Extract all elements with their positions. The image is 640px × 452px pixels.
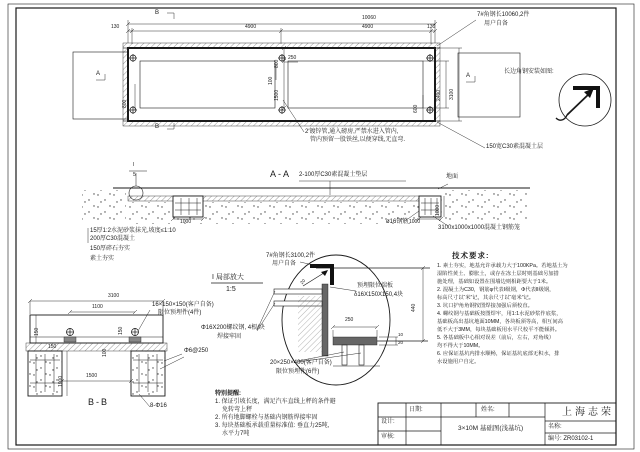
lbl-det-base1: 20×250×400(客户自备): [270, 360, 332, 366]
lbl-plan-d_130l: 130: [111, 24, 120, 30]
bb-plate-right: [129, 337, 141, 342]
lbl-aa-ground: 地面: [446, 174, 459, 180]
lbl-plan-a_right: A: [466, 73, 471, 79]
install-detail-circle: [556, 74, 611, 126]
lbl-plan-install_note: 长边角钢安装如图:: [504, 69, 554, 75]
lbl-tb-company: 上海志荣: [562, 407, 614, 418]
lbl-aa-layer1: 15厚1:2水泥砂浆抹光,坡度≤1:10: [90, 228, 176, 234]
lbl-det-title: I 局部放大: [212, 274, 244, 281]
lbl-plan-d_3100: 3100: [449, 88, 455, 100]
lbl-bb-plate2: 限位预埋件(4件): [158, 310, 202, 316]
lbl-det-rod2: 焊接牢固: [217, 334, 242, 340]
lbl-bb-d1500: 1500: [86, 373, 98, 379]
plan-view: [73, 13, 611, 148]
lbl-plan-d_800l: 800: [122, 99, 128, 108]
lbl-bb-d150b: 150: [118, 326, 124, 335]
lbl-bb-d150c: 150: [48, 344, 57, 350]
lbl-det-d440: 440: [411, 303, 417, 312]
lbl-bb-rebar: 8-Φ16: [150, 403, 167, 409]
lbl-tech-title: 技术要求:: [452, 251, 490, 260]
lbl-det-rod1: Φ16X200螺纹钢, 4根/块: [201, 325, 265, 331]
lbl-det-scale: 1:5: [226, 286, 236, 293]
lbl-plan-d_800t: 800: [274, 59, 280, 68]
lbl-tb-dtitle: 3×10M 基础图(浅基坑): [458, 425, 524, 432]
lbl-notes-lines-3: 3. 每块基础板承载重量标准值: 垂直力25吨,: [215, 423, 330, 429]
bb-pit-left: [28, 351, 62, 396]
lbl-plan-d_4900r: 4900: [362, 24, 374, 30]
lbl-tb-date: 日期:: [409, 407, 423, 413]
lbl-tech-lines-3: 2. 混凝土为C30，钢筋φ代表Ⅰ级钢，Φ代表Ⅱ级钢，: [437, 287, 555, 293]
lbl-plan-d_4900l: 4900: [245, 24, 257, 30]
bb-pit-right: [131, 351, 165, 396]
lbl-plan-callout_angle2: 用户自备: [484, 21, 509, 27]
pit-left: [173, 196, 203, 217]
rod-1: [274, 289, 322, 294]
lbl-aa-pit1_w: 1000: [180, 219, 192, 225]
lbl-bb-d1000: 1000: [58, 375, 64, 387]
lbl-tech-lines-5: 3. 坑口护角角钢按图焊接加强后须校直。: [437, 303, 533, 309]
lbl-det-plate1: 预埋限位端板: [357, 283, 394, 289]
lbl-plan-d_2400: 2400: [436, 89, 442, 101]
lbl-plan-callout_angle1: 7#角钢长10060,2件: [477, 12, 530, 18]
lbl-det-plate2: δ16X150X150,4块: [354, 292, 404, 298]
lbl-notes-title: 特别提醒:: [215, 391, 241, 397]
lbl-plan-d_1500: 1500: [274, 89, 280, 101]
lbl-aa-pit2_w: 1000: [409, 219, 421, 225]
lbl-bb-stirrup: Φ6@250: [184, 348, 209, 354]
platform-left: [140, 61, 275, 108]
slab-band: [128, 196, 419, 201]
lbl-aa-label: A-A: [270, 169, 292, 179]
lbl-notes-lines-1: 免转弯上秤: [222, 407, 253, 413]
lbl-tech-lines-8: 低不大于3MM，每块基础板用水平尺校平不能倾斜。: [437, 327, 561, 333]
lbl-aa-flag_5: 5: [133, 172, 136, 178]
lbl-det-d250: 250: [345, 317, 354, 323]
lbl-tb-number: 编号: ZR03102-1: [548, 436, 594, 442]
lbl-tech-lines-10: 均不得大于10MM。: [437, 343, 484, 349]
bb-slab: [30, 315, 163, 343]
lbl-tb-person: 姓名:: [481, 407, 495, 413]
lbl-tech-lines-6: 4. 螺纹钢与基础板按图焊牢，用1:1水泥砂浆作底浆，: [437, 311, 562, 317]
lbl-plan-d_130r: 130: [427, 24, 436, 30]
lbl-plan-b_top: B: [155, 10, 160, 16]
lbl-det-base2: 限位预埋件(6件): [276, 369, 320, 375]
lbl-tech-lines-7: 基础板高出基坑地面10MM，各块板须等高，相互间高: [437, 319, 563, 325]
lbl-notes-lines-0: 1. 保证引坡长度，满足汽车直线上秤的条件避: [215, 399, 336, 405]
lbl-bb-d3100: 3100: [108, 293, 120, 299]
ramp-left: [73, 52, 128, 119]
lbl-plan-d_overall: 10060: [362, 15, 376, 21]
lbl-aa-pit2_d: 1000: [435, 204, 441, 216]
base-leg-2: [359, 345, 364, 365]
lbl-tech-lines-11: 6. 应保证基坑内排水顺畅，保证基坑底部无积水，排: [437, 351, 560, 357]
lbl-aa-layer2: 200厚C30混凝土: [90, 236, 136, 242]
base-plate: [333, 337, 377, 345]
anchor-bolts: [129, 54, 434, 114]
lbl-aa-cage: 3100x1000x1000混凝土钢筋笼: [438, 225, 521, 231]
lbl-tech-lines-0: 1. 素土夯实，地基允许承载力大于100KPa。若地基土为: [437, 263, 568, 269]
lbl-tb-review: 审核:: [381, 434, 395, 440]
lbl-aa-layer4: 素土夯实: [90, 256, 115, 262]
lbl-det-angle1: 7#角钢长3100,2件: [266, 253, 316, 259]
lbl-plan-note_pipe2: 管内预留一股铁丝,以便穿线,无直弯.: [310, 137, 406, 143]
lbl-notes-lines-4: 水平力7吨: [222, 431, 250, 437]
lbl-bb-d150a: 150: [34, 327, 40, 336]
lbl-notes-lines-2: 2. 所有地脚螺栓与基础内钢筋焊接牢固: [215, 415, 318, 421]
lbl-aa-rebar: ø16钢筋: [386, 219, 409, 225]
lbl-bb-label: B-B: [88, 397, 110, 407]
bb-plate-left: [64, 337, 76, 342]
lbl-tb-name: 名称:: [548, 424, 562, 430]
lbl-tech-lines-9: 5. 各基础板中心相对误差（前后，左右，对角线）: [437, 335, 555, 341]
lbl-plan-note_pipe1: 2′镀锌管,通入磅房,严禁水进入管内,: [305, 129, 399, 135]
lbl-plan-b_bottom: B: [155, 124, 160, 130]
lbl-plan-callout_strip: 150宽C30素混凝土层: [486, 144, 544, 150]
lbl-det-weld: 20: [299, 278, 307, 286]
lbl-plan-d_250: 250: [288, 55, 297, 61]
lbl-tech-lines-1: 湿陷性黄土、膨胀土，或存在冻土层时则基础另加措: [437, 271, 559, 277]
lbl-det-d20: 20: [398, 340, 404, 345]
lbl-bb-d1100: 1100: [92, 304, 103, 310]
lbl-plan-d_100: 100: [268, 76, 274, 85]
lbl-aa-flag_i: I: [133, 162, 135, 168]
lbl-det-d10: 10: [398, 332, 404, 337]
lbl-det-angle2: 用户自备: [272, 261, 297, 267]
platform-right: [288, 61, 423, 108]
lbl-tech-lines-12: 水设施用户自定。: [437, 359, 480, 365]
lbl-plan-a_left: A: [96, 71, 101, 77]
lbl-bb-plate1: 16×150×150(客户自备): [152, 302, 214, 308]
lbl-plan-d_600: 600: [413, 104, 419, 113]
end-plate: [322, 284, 328, 356]
lbl-aa-pad: 2-100厚C30素混凝土垫层: [299, 172, 368, 178]
lbl-aa-layer3: 150厚碎石夯实: [90, 246, 131, 252]
lbl-tech-lines-2: 施处理，基础如设置在围墙边则相距要大于1米。: [437, 279, 552, 285]
lbl-tech-lines-4: 标高尺寸以“米”记，其余尺寸以“毫米”记。: [437, 295, 535, 301]
lbl-tb-design: 设计:: [381, 419, 395, 425]
ramp-right: [458, 53, 520, 117]
lbl-bb-d100: 100: [102, 348, 108, 357]
